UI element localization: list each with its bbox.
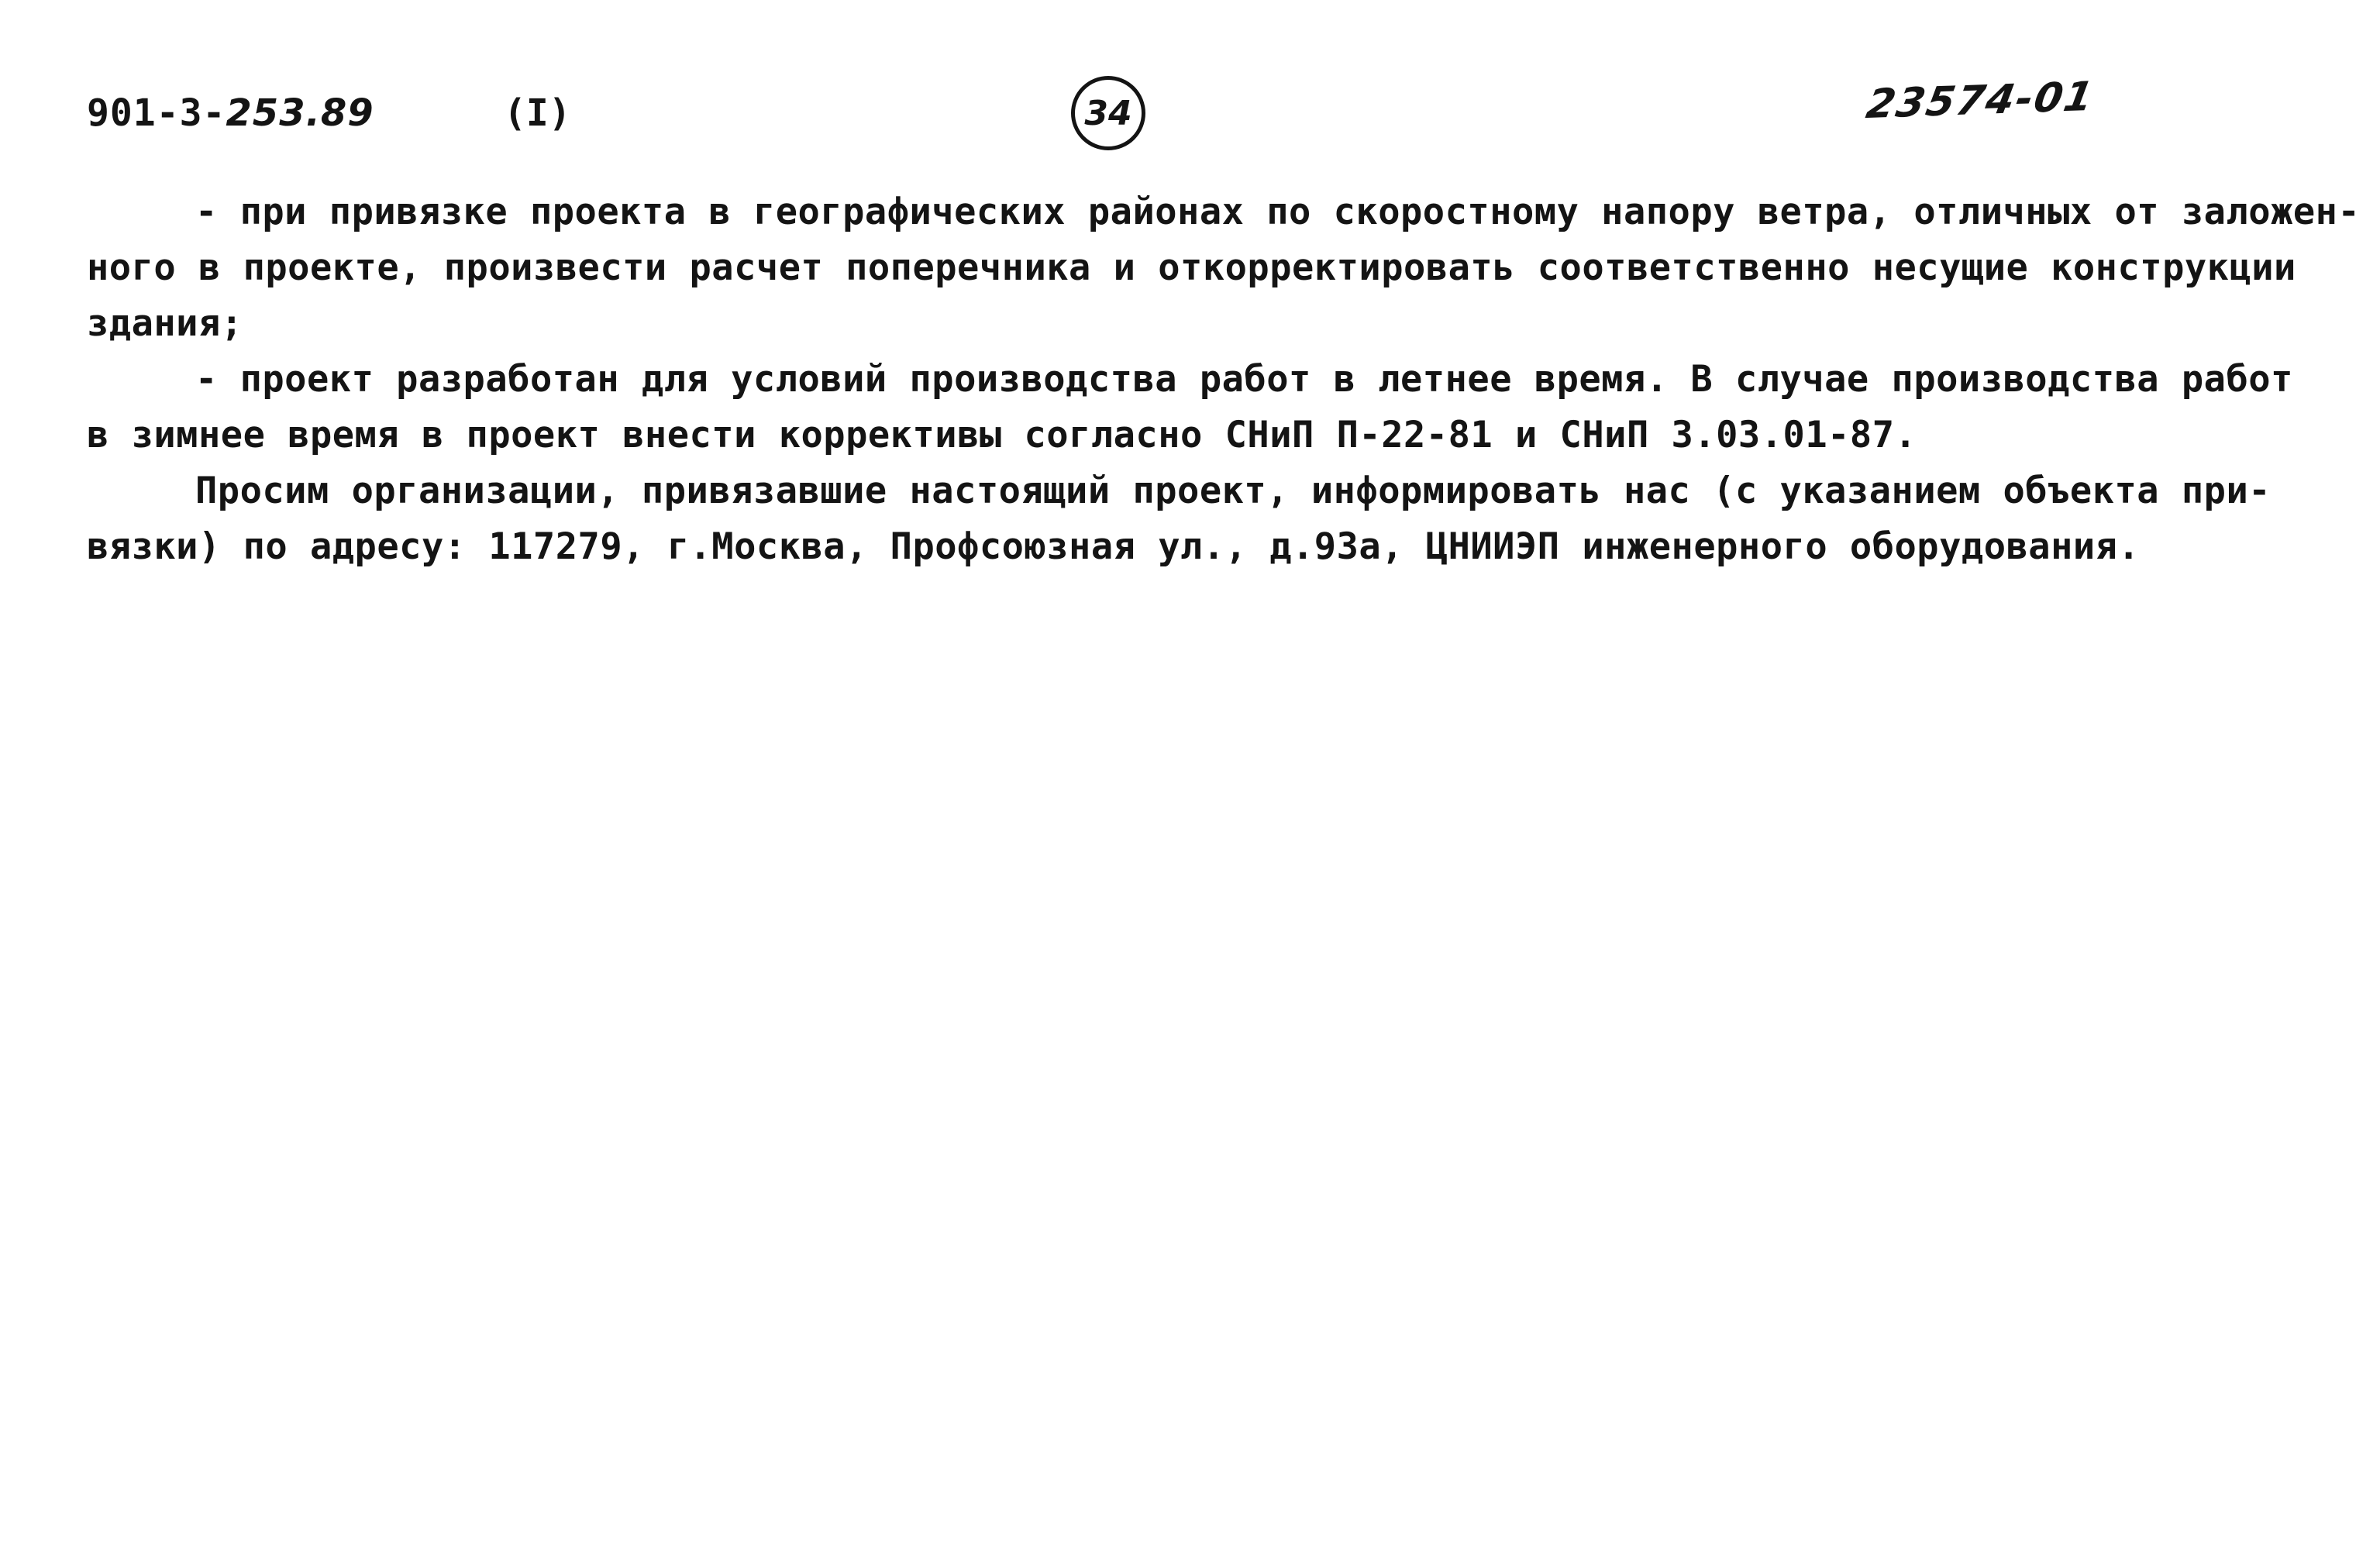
paragraph-line: в зимнее время в проект внести коррективы согласно СНиП П-22-81 и СНиП 3.03.01-87. [87, 414, 1917, 456]
body-text [87, 184, 2361, 575]
paragraph-line: - проект разработан для условий производства работ в летнее время. В случае производства работ [195, 358, 2293, 401]
paragraph-line: вязки) по адресу: 117279, г.Москва, Профсоюзная ул., д.93а, ЦНИИЭП инженерного оборудования. [87, 525, 2141, 568]
paragraph-line: - при привязке проекта в географических районах по скоростному напору ветра, отличных от заложен- [195, 191, 2361, 233]
document-code-typed: 901-3- [87, 91, 226, 135]
document-code [87, 91, 374, 135]
paragraph-line: здания; [87, 302, 243, 345]
paragraph-line: ного в проекте, произвести расчет поперечника и откорректировать соответственно несущие конструкции [87, 246, 2296, 289]
page-number-circled [1071, 76, 1145, 150]
paragraph-line: Просим организации, привязавшие настоящий проект, информировать нас (с указанием объекта при- [195, 470, 2272, 512]
document-part: (I) [504, 91, 571, 135]
document-code-handwritten: 253.89 [226, 91, 374, 135]
page-number: 34 [1084, 93, 1132, 133]
archive-number: 23574-01 [1862, 73, 2099, 129]
